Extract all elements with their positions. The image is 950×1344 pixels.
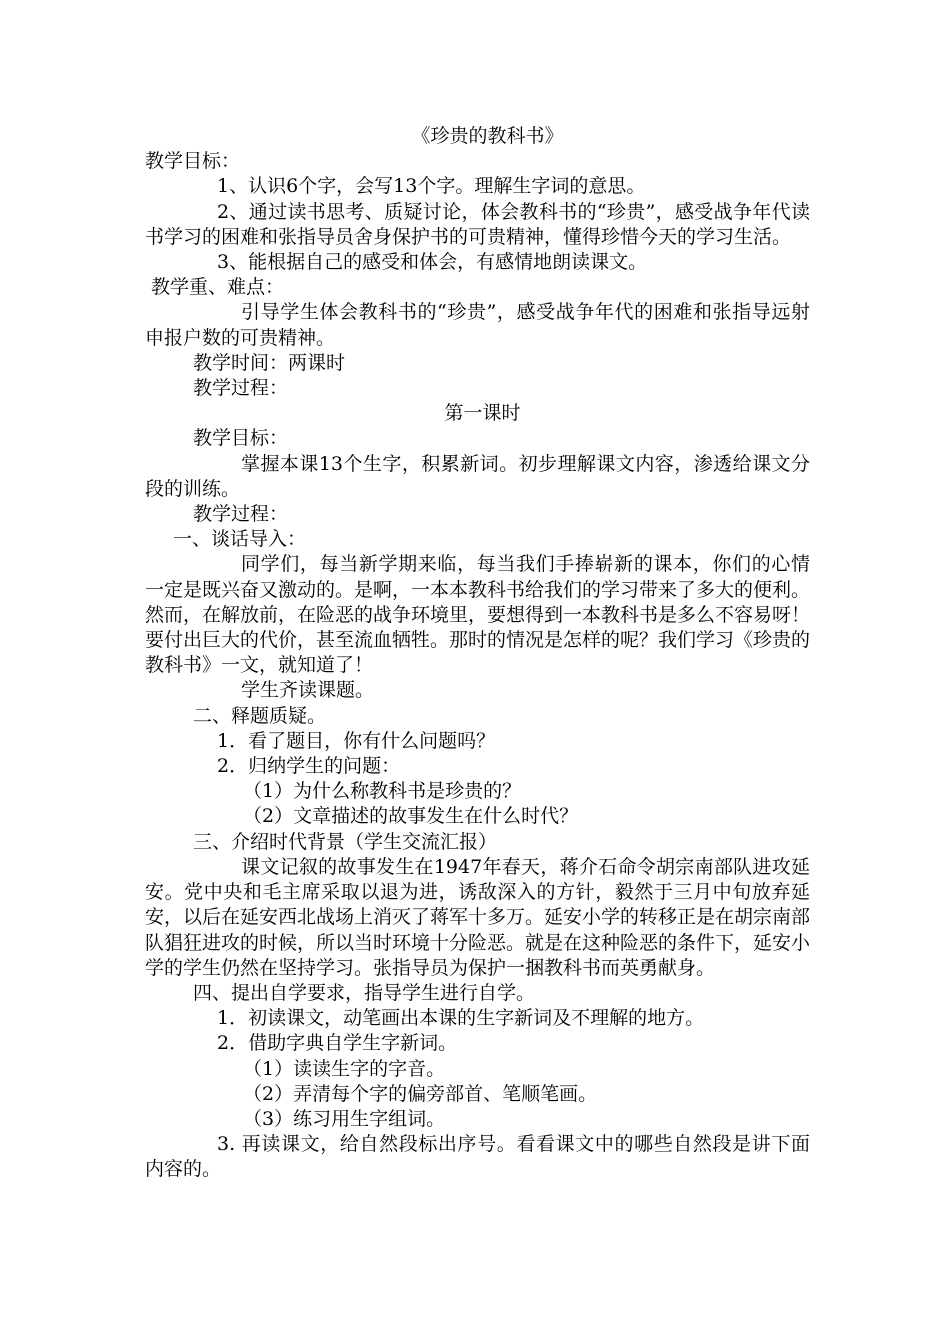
document-title: 《珍贵的教科书》 [411, 125, 564, 147]
key-points-text: 引导学生体会教科书的“珍贵”，感受战争年代的困难和张指导远射申报户数的可贵精神。 [145, 301, 810, 349]
section-3-text: 课文记叙的故事发生在1947年春天，蒋介石命令胡宗南部队进攻延安。党中央和毛主席采取以退为进，诱敌深入的方针，毅然于三月中旬放弃延安，以后在延安西北战场上消灭了蒋军十多万。延安小学的转移正是在胡宗南部队猖狂进攻的时候，所以当时环境十分险恶。就是在这种险恶的条件下，延安小学的学生仍然在坚持学习。张指导员为保护一捆教科书而英勇献身。 [145, 855, 811, 979]
key-points-heading: 教学重、难点： [151, 276, 285, 299]
document-page [145, 124, 810, 1183]
lesson-1-goals-text: 掌握本课13个生字，积累新词。初步理解课文内容，渗透给课文分段的训练。 [145, 452, 810, 500]
teaching-time: 教学时间：两课时 [193, 351, 346, 374]
goal-item-3: 3、能根据自己的感受和体会，有感情地朗读课文。 [217, 251, 648, 274]
goals-heading: 教学目标： [145, 150, 241, 173]
process-heading: 教学过程： [193, 377, 289, 400]
section-4-heading: 四、提出自学要求，指导学生进行自学。 [193, 981, 536, 1004]
section-4-sub-1: （1）读读生字的字音。 [243, 1057, 446, 1080]
section-1-read: 学生齐读课题。 [241, 679, 375, 702]
goal-item-2: 2、通过读书思考、质疑讨论，体会教科书的“珍贵”，感受战争年代读书学习的困难和张指导员舍身保护书的可贵精神，懂得珍惜今天的学习生活。 [145, 200, 810, 248]
section-4-item-1: 1．初读课文，动笔画出本课的生字新词及不理解的地方。 [217, 1007, 705, 1030]
section-4-item-3: 3. 再读课文，给自然段标出序号。看看课文中的哪些自然段是讲下面内容的。 [145, 1133, 810, 1181]
lesson-1-goals-heading: 教学目标： [193, 427, 289, 450]
section-4-sub-2: （2）弄清每个字的偏旁部首、笔顺笔画。 [243, 1082, 598, 1105]
section-2-item-2: 2．归纳学生的问题： [217, 755, 401, 778]
goal-item-1: 1、认识6个字，会写13个字。理解生字词的意思。 [217, 175, 646, 198]
section-2-question-2: （2）文章描述的故事发生在什么时代？ [243, 805, 579, 828]
section-2-heading: 二、释题质疑。 [193, 704, 327, 727]
section-2-item-1: 1．看了题目，你有什么问题吗？ [217, 729, 496, 752]
section-3-heading: 三、介绍时代背景（学生交流汇报） [193, 830, 498, 853]
lesson-1-heading: 第一课时 [444, 402, 521, 425]
section-4-sub-3: （3）练习用生字组词。 [243, 1107, 446, 1130]
section-1-heading: 一、谈话导入： [173, 528, 307, 551]
section-4-item-2: 2．借助字典自学生字新词。 [217, 1032, 458, 1055]
section-1-text: 同学们，每当新学期来临，每当我们手捧崭新的课本，你们的心情一定是既兴奋又激动的。是啊，一本本教科书给我们的学习带来了多大的便利。然而，在解放前，在险恶的战争环境里，要想得到一本教科书是多么不容易呀！要付出巨大的代价，甚至流血牺牲。那时的情况是怎样的呢？我们学习《珍贵的教科书》一文，就知道了！ [145, 553, 811, 677]
lesson-1-process-heading: 教学过程： [193, 503, 289, 526]
section-2-question-1: （1）为什么称教科书是珍贵的？ [243, 780, 522, 803]
